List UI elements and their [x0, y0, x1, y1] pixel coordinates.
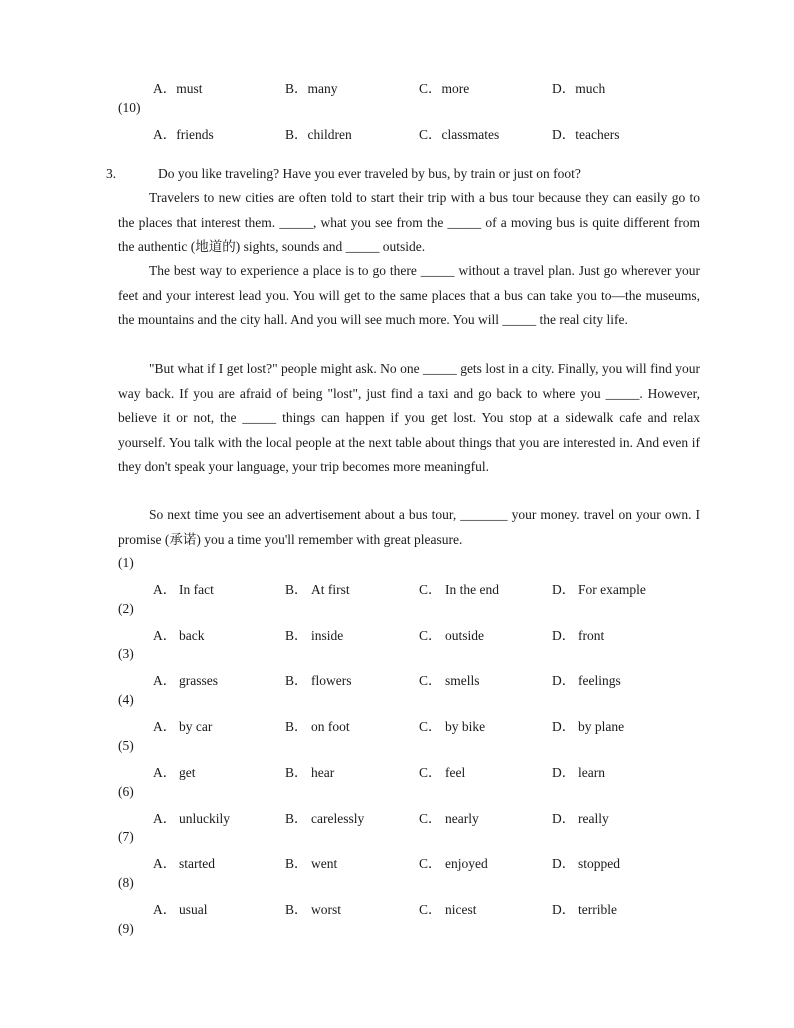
option-b — [285, 761, 334, 781]
option-letter: C． — [419, 673, 442, 689]
option-text: carelessly — [311, 810, 365, 826]
option-a — [153, 898, 208, 918]
option-text: enjoyed — [445, 856, 488, 872]
option-text: smells — [445, 673, 480, 689]
option-a — [153, 807, 230, 827]
question-label: (8) — [118, 874, 134, 890]
option-text: front — [578, 627, 605, 643]
passage-paragraph: So next time you see an advertisement about a bus tour, _______ your money. travel on your own. I promise (承诺) you a time you'll remember with great pleasure. — [118, 507, 700, 547]
option-c — [419, 761, 465, 781]
option-text: by plane — [578, 719, 625, 735]
option-text: feelings — [578, 673, 621, 689]
option-letter: B． — [285, 582, 308, 597]
option-letter: B． — [285, 856, 308, 872]
option-c — [419, 715, 485, 735]
option-c — [419, 578, 499, 598]
question-label: (2) — [118, 600, 134, 616]
option-a — [153, 669, 218, 689]
option-text: worst — [311, 901, 341, 917]
option-letter: A． — [153, 627, 177, 643]
option-b — [285, 578, 350, 598]
option-b — [285, 715, 350, 735]
option-letter: C． — [419, 810, 442, 826]
question-number: 3. — [106, 166, 117, 181]
option-text: feel — [445, 764, 466, 780]
option-b — [285, 807, 364, 827]
option-a: A．must — [153, 81, 203, 96]
option-d — [552, 761, 605, 781]
option-text: hear — [311, 764, 335, 780]
question-label: (7) — [118, 829, 134, 845]
option-a — [153, 761, 196, 781]
option-letter: B． — [285, 764, 308, 780]
question-label: (9) — [118, 920, 134, 936]
options-row — [0, 715, 794, 735]
option-d — [552, 715, 624, 735]
option-text: learn — [578, 764, 605, 780]
option-b — [285, 852, 337, 872]
option-a — [153, 715, 212, 735]
option-text: usual — [179, 901, 208, 917]
option-letter: A． — [153, 582, 177, 597]
option-letter: B． — [285, 627, 308, 643]
option-text: For example — [578, 582, 646, 597]
options-row — [0, 898, 794, 918]
option-text: nicest — [445, 901, 477, 917]
option-c — [419, 624, 484, 644]
option-letter: D． — [552, 856, 576, 872]
option-letter: A． — [153, 673, 177, 689]
option-b — [285, 669, 352, 689]
option-text: In the end — [445, 582, 499, 597]
option-letter: A． — [153, 856, 177, 872]
option-letter: C． — [419, 764, 442, 780]
option-b: B．many — [285, 81, 338, 96]
option-letter: C． — [419, 582, 442, 597]
option-b: B．children — [285, 127, 352, 142]
question-label-10: (10) — [118, 100, 141, 115]
option-text: started — [179, 856, 215, 872]
option-letter: B． — [285, 810, 308, 826]
option-letter: C． — [419, 627, 442, 643]
option-letter: A． — [153, 719, 177, 735]
option-text: terrible — [578, 901, 617, 917]
option-letter: C． — [419, 856, 442, 872]
option-text: back — [179, 627, 205, 643]
option-letter: B． — [285, 719, 308, 735]
option-c — [419, 807, 479, 827]
option-text: by car — [179, 719, 213, 735]
question-label: (5) — [118, 737, 134, 753]
question-label: (1) — [118, 555, 134, 570]
option-letter: D． — [552, 673, 576, 689]
option-letter: A． — [153, 901, 177, 917]
option-text: nearly — [445, 810, 479, 826]
option-letter: A． — [153, 810, 177, 826]
options-row-9 — [0, 77, 794, 97]
option-letter: D． — [552, 582, 576, 597]
option-text: went — [311, 856, 338, 872]
option-text: stopped — [578, 856, 620, 872]
option-d — [552, 898, 617, 918]
option-b — [285, 898, 341, 918]
option-d — [552, 669, 621, 689]
options-row — [0, 624, 794, 644]
option-letter: C． — [419, 719, 442, 735]
option-text: In fact — [179, 582, 214, 597]
option-text: unluckily — [179, 810, 230, 826]
option-text: really — [578, 810, 609, 826]
options-row — [0, 807, 794, 827]
option-d — [552, 852, 620, 872]
options-row-10 — [0, 123, 794, 143]
option-d — [552, 578, 646, 598]
options-row — [0, 578, 794, 598]
option-d: D．teachers — [552, 127, 620, 142]
option-c — [419, 852, 488, 872]
option-text: At first — [311, 582, 350, 597]
option-letter: B． — [285, 901, 308, 917]
option-d — [552, 807, 609, 827]
option-a — [153, 852, 215, 872]
option-letter: D． — [552, 627, 576, 643]
option-text: flowers — [311, 673, 352, 689]
option-letter: A． — [153, 764, 177, 780]
option-text: inside — [311, 627, 344, 643]
options-row — [0, 669, 794, 689]
option-c: C．more — [419, 81, 470, 96]
option-b — [285, 624, 343, 644]
option-c — [419, 898, 477, 918]
option-letter: D． — [552, 764, 576, 780]
options-row — [0, 761, 794, 781]
option-text: on foot — [311, 719, 350, 735]
option-text: get — [179, 764, 196, 780]
option-text: by bike — [445, 719, 486, 735]
question-label: (3) — [118, 646, 134, 662]
option-letter: D． — [552, 719, 576, 735]
option-c — [419, 669, 480, 689]
option-a — [153, 578, 214, 598]
option-letter: C． — [419, 901, 442, 917]
options-row — [0, 852, 794, 872]
option-text: outside — [445, 627, 484, 643]
option-letter: B． — [285, 673, 308, 689]
option-text: grasses — [179, 673, 218, 689]
passage-paragraph: Travelers to new cities are often told to start their trip with a bus tour because they can easily go to the places that interest them. _____, what you see from the _____ of a moving bus is quite different from the authentic (地道的) sights, sounds and _____ outside. — [118, 190, 700, 254]
option-letter: D． — [552, 901, 576, 917]
passage-first-line: Do you like traveling? Have you ever traveled by bus, by train or just on foot? — [158, 166, 581, 181]
option-c: C．classmates — [419, 127, 500, 142]
option-a — [153, 624, 204, 644]
passage-paragraph: The best way to experience a place is to go there _____ without a travel plan. Just go wherever your feet and your interest lead you. You will get to the same places that a bus can take you to—the museums, the mountains and the city hall. And you will see much more. You will _____ the real city life. — [118, 263, 700, 327]
option-a: A．friends — [153, 127, 214, 142]
passage-paragraph: "But what if I get lost?" people might ask. No one _____ gets lost in a city. Finally, you will find your way back. If you are afraid of being "lost", just find a taxi and go back to where you _____. However, believe it or not, the _____ things can happen if you get lost. You stop at a sidewalk cafe and relax yourself. You talk with the local people at the next table about things that you are interested in. And even if they don't speak your language, your trip becomes more meaningful. — [118, 361, 700, 474]
question-label: (6) — [118, 783, 134, 799]
option-d — [552, 624, 604, 644]
question-label: (4) — [118, 692, 134, 708]
option-letter: D． — [552, 810, 576, 826]
option-d: D．much — [552, 81, 606, 96]
